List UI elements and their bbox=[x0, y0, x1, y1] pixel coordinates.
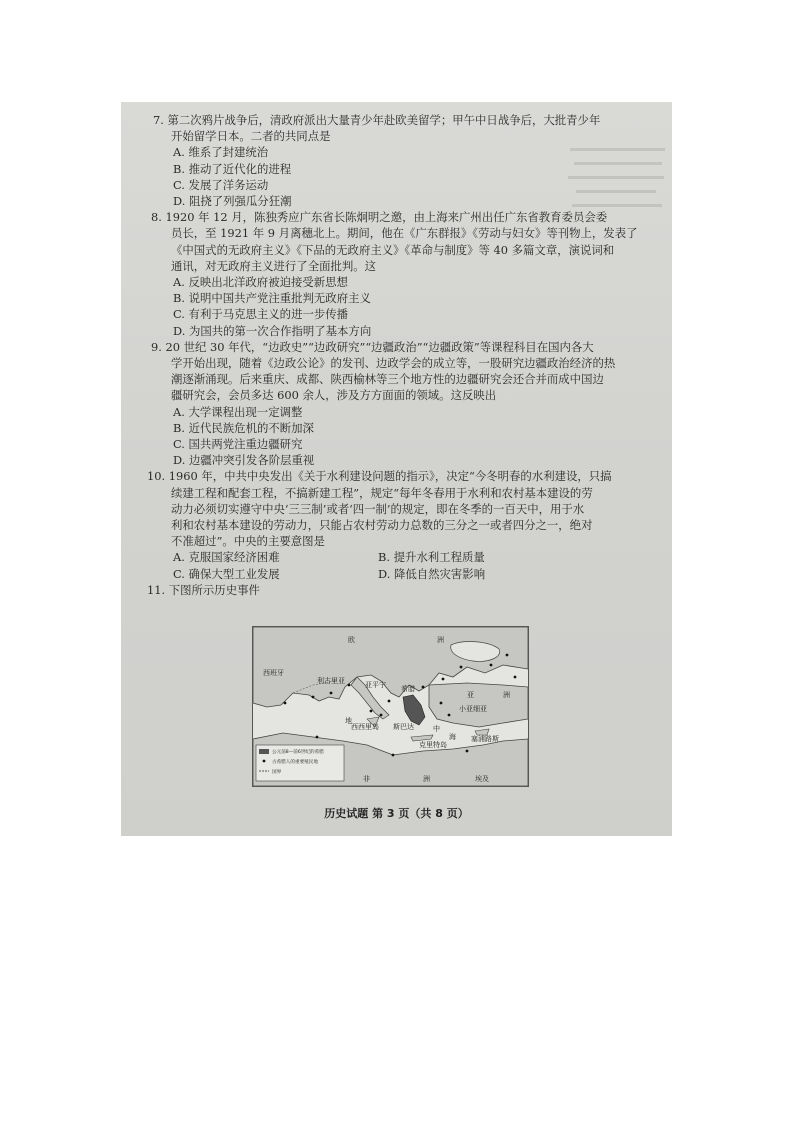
question-stem-line: 潮逐渐涌现。后来重庆、成都、陕西榆林等三个地方性的边疆研究会还合并而成中国边 bbox=[171, 372, 604, 387]
question-stem-line: 员长，至 1921 年 9 月离穗北上。期间，他在《广东群报》《劳动与妇女》等刊物上，发表了 bbox=[171, 226, 638, 241]
legend-item-colony: 古希腊人的重要殖民地 bbox=[272, 760, 318, 765]
question-8 bbox=[153, 209, 663, 339]
map-label-apennine: 亚平宁 bbox=[365, 681, 386, 689]
map-label-crete: 克里特岛 bbox=[419, 741, 447, 749]
map-label-cyprus: 塞浦路斯 bbox=[471, 735, 499, 743]
map-label-sea-di: 地 bbox=[345, 717, 352, 725]
map-label-spain: 西班牙 bbox=[263, 669, 284, 677]
question-stem-line: 不准超过”。中央的主要意图是 bbox=[171, 534, 325, 549]
question-stem-line: 学开始出现，随着《边政公论》的发刊、边政学会的成立等，一股研究边疆政治经济的热 bbox=[171, 356, 616, 371]
option-c: C. 国共两党注重边疆研究 bbox=[173, 437, 303, 452]
exam-sheet-photo bbox=[121, 102, 672, 836]
option-c: C. 有利于马克思主义的进一步传播 bbox=[173, 307, 349, 322]
map-label-asia-left: 亚 bbox=[467, 691, 474, 699]
question-stem-line: 开始留学日本。二者的共同点是 bbox=[171, 129, 331, 144]
exam-questions bbox=[147, 112, 663, 598]
map-label-europe-right: 洲 bbox=[437, 636, 444, 644]
option-row bbox=[153, 566, 663, 582]
map-label-africa-right: 洲 bbox=[423, 775, 430, 783]
option-c: C. 确保大型工业发展 bbox=[173, 566, 280, 581]
question-stem-line: 9. 20 世纪 30 年代，“边政史”“边政研究”“边疆政治”“边疆政策”等课程科目在国内各大 bbox=[151, 339, 594, 354]
page-footer: 历史试题 第 3 页（共 8 页） bbox=[324, 807, 469, 820]
map-label-liguria: 利古里亚 bbox=[317, 677, 345, 685]
map-drawing bbox=[253, 627, 528, 786]
option-a: A. 克服国家经济困难 bbox=[173, 550, 280, 565]
option-d: D. 为国共的第一次合作指明了基本方向 bbox=[173, 323, 372, 338]
option-d: D. 阻挠了列强瓜分狂潮 bbox=[173, 194, 292, 209]
map-label-europe-left: 欧 bbox=[348, 636, 355, 644]
question-stem-line: 动力必须切实遵守中央‘三三制’或者‘四一制’的规定，即在冬季的一百天中，用于水 bbox=[171, 501, 585, 516]
map-label-asia-right: 洲 bbox=[503, 691, 510, 699]
map-label-sea-hai: 海 bbox=[449, 733, 456, 741]
question-stem-line: 疆研究会，会员多达 600 余人，涉及方方面面的领域。这反映出 bbox=[171, 388, 497, 403]
map-label-sparta: 斯巴达 bbox=[393, 723, 414, 731]
option-row bbox=[153, 549, 663, 565]
map-label-sea-zhong: 中 bbox=[433, 725, 440, 733]
option-b: B. 提升水利工程质量 bbox=[378, 550, 485, 565]
legend-item-border: 国界 bbox=[272, 770, 282, 775]
question-stem-line: 续建工程和配套工程，不搞新建工程”，规定“每年冬春用于水利和农村基本建设的劳 bbox=[171, 485, 593, 500]
option-d: D. 边疆冲突引发各阶层重视 bbox=[173, 453, 315, 468]
question-7 bbox=[153, 112, 663, 209]
question-10 bbox=[147, 468, 663, 581]
question-9 bbox=[153, 339, 663, 469]
option-a: A. 大学课程出现一定调整 bbox=[173, 404, 303, 419]
question-stem-line: 7. 第二次鸦片战争后，清政府派出大量青少年赴欧美留学；甲午中日战争后，大批青少年 bbox=[153, 113, 601, 127]
option-d: D. 降低自然灾害影响 bbox=[378, 566, 486, 581]
map-label-greece: 希腊 bbox=[401, 685, 415, 693]
map-label-asia-minor: 小亚细亚 bbox=[459, 705, 487, 713]
option-b: B. 说明中国共产党注重批判无政府主义 bbox=[173, 291, 371, 306]
question-stem-line: 8. 1920 年 12 月，陈独秀应广东省长陈炯明之邀，由上海来广州出任广东省教育委员会委 bbox=[151, 210, 608, 225]
option-b: B. 推动了近代化的进程 bbox=[173, 161, 292, 176]
question-stem-line: 10. 1960 年，中共中央发出《关于水利建设问题的指示》，决定“今冬明春的水利建设，只搞 bbox=[147, 469, 612, 484]
question-stem-line: 《中国式的无政府主义》《下品的无政府主义》《革命与制度》等 40 多篇文章，演说词和 bbox=[171, 242, 615, 257]
option-c: C. 发展了洋务运动 bbox=[173, 177, 269, 192]
question-stem-line: 利和农村基本建设的劳动力，只能占农村劳动力总数的三分之一或者四分之一，绝对 bbox=[171, 518, 593, 533]
option-a: A. 反映出北洋政府被迫接受新思想 bbox=[173, 275, 348, 290]
legend-item-greece: 公元前8—前6世纪的希腊 bbox=[272, 750, 324, 755]
map-label-egypt: 埃及 bbox=[475, 775, 489, 783]
greek-colonization-map bbox=[252, 626, 529, 787]
question-11 bbox=[147, 582, 663, 598]
map-label-africa-left: 非 bbox=[363, 775, 370, 783]
question-stem-line: 11. 下图所示历史事件 bbox=[147, 582, 260, 597]
option-b: B. 近代民族危机的不断加深 bbox=[173, 420, 314, 435]
option-a: A. 维系了封建统治 bbox=[173, 145, 269, 160]
question-stem-line: 通讯，对无政府主义进行了全面批判。这 bbox=[171, 258, 377, 273]
map-label-sicily: 西西里岛 bbox=[351, 723, 379, 731]
